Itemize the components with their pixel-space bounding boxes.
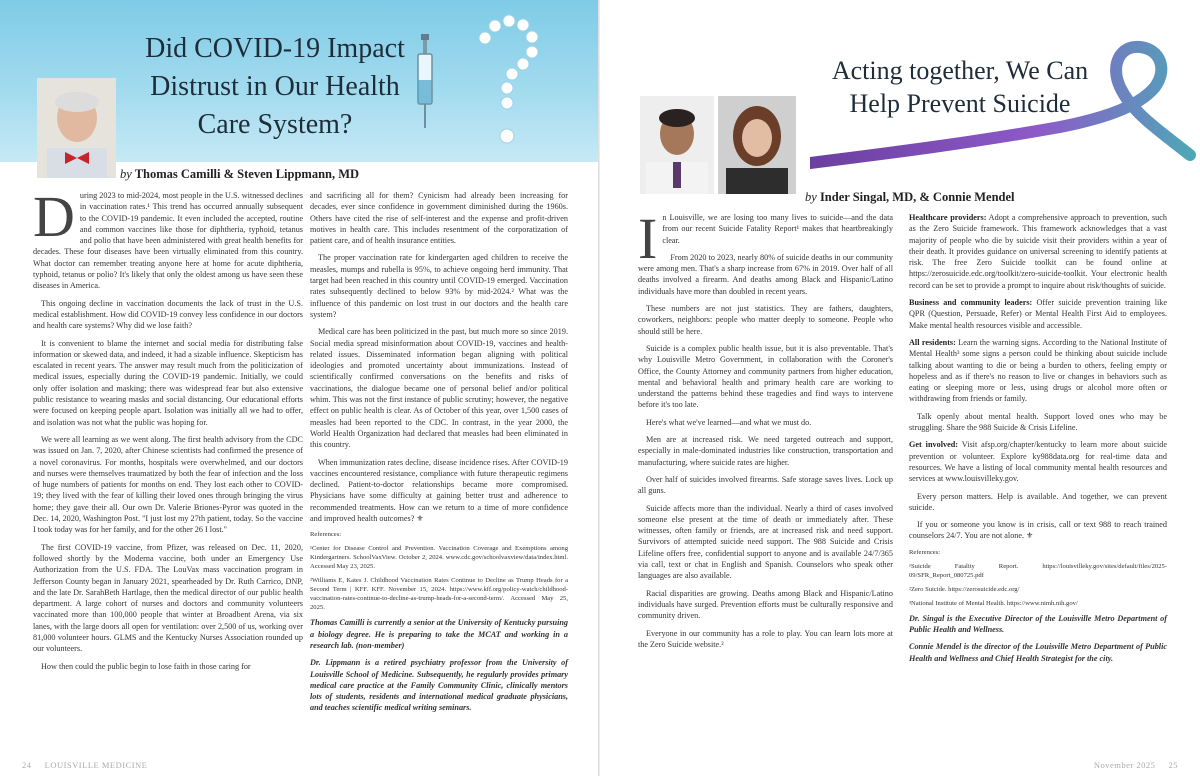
paragraph: This ongoing decline in vaccination documents the lack of trust in the U.S. medical establishment. How did COVID-19 convey less confidence in our doctors and health care systems? Why did we lose faith? [33,298,303,331]
title-line: Help Prevent Suicide [849,89,1071,118]
left-footer [22,760,147,770]
paragraph-text: Adopt a comprehensive approach to prevention, such as the Zero Suicide framework. This framework acknowledges that a vast majority of people who die by suicide visit their providers within a year of their death. It provides guidance on universal screening to identify patients at risk. The free Zero Suicide toolkit can be found online at https://zerosuicide.edc.org/toolkit/zero-suicide-toolkit. Your electronic health record can be set to provide a prompt to inquire about risk/thoughts of suicide. [909,213,1167,290]
issue-date: November 2025 [1093,760,1156,770]
paragraph: Men are at increased risk. We need targeted outreach and support, especially in male-dominated industries like construction, transportation and manufacturing, where suicide rates are higher. [638,435,893,467]
reference-item: ²Williams E, Kates J. Childhood Vaccination Rates Continue to Decline as Trump Heads for a Second Term | KFF. KFF. November 15, 2024. https://www.kff.org/policy-watch/childhood-vaccination-rates-continue-to-decline-as-trump-heads-for-a-second-term/. Accessed May 25, 2025. [310,577,568,612]
paragraph-lead: Healthcare providers: [909,213,987,222]
left-column-2 [310,190,568,720]
paragraph-text: Offer suicide prevention training like QPR (Question, Persuade, Refer) or Mental Health First Aid to employees. Make mental health resources visible and accessible. [909,298,1167,330]
paragraph-text: Talk openly about mental health. Support loved ones who may be struggling. Share the 988 Suicide & Crisis Lifeline. [909,411,1167,433]
paragraph: and sacrificing all for them? Cynicism had already been increasing for decades, ever since confidence in government diminished during the 1960s. Others have cited the rise of self-interest and the expense and profit-driven motives in health care. This includes resentment of the corporatization of patient care, and of health insurance entities. [310,191,568,246]
paragraph-lead: All residents: [909,337,956,347]
portrait-man-icon [640,96,714,194]
paragraph-lead: Business and community leaders: [909,298,1033,308]
paragraph: How then could the public begin to lose faith in those caring for [41,661,251,671]
left-column-1 [33,184,303,678]
right-page [600,0,1200,776]
page-number: 25 [1168,760,1178,770]
paragraph-text: Every person matters. Help is available. And together, we can prevent suicide. [909,491,1167,512]
paragraph: Racial disparities are growing. Deaths among Black and Hispanic/Latino individuals have surged. Prevention efforts must be culturally responsive and community driven. [638,588,893,621]
paragraph: It is convenient to blame the internet and social media for distributing false information or skewed data, and indeed, it had a sizable influence. Skepticism has escalated in recent years. The answer may result much from the politicization of medical issues, especially during the COVID-19 pandemic. Initially, we could only offer isolation and masking; there was widespread fear but also extensive public resistance to wearing masks and social distancing. Our educational efforts were focused on keeping people apart. Isolation was initially all we had to offer, and isolation was not what the public was hoping for. [33,338,303,427]
drop-cap: D [33,184,75,249]
question-mark-pills-icon [460,8,550,158]
portrait-woman-icon [718,96,796,194]
paragraph-lead: Get involved: [909,440,958,450]
paragraph: We were all learning as we went along. The first health advisory from the CDC was issued on Jan. 7, 2020, after Chinese scientists had confirmed the presence of a novel coronavirus. For months, hospitals were overwhelmed, and our doctors and nurses were themselves traumatized by both the fear of infection and the loss of huge numbers of patients for months on end. They lost each other to COVID-19; they lived with the fear of killing their loved ones through bringing the virus home; they gave their all. Our own Dr. Valerie Briones-Pyror was quoted in the Dec. 14, 2020, Washington Post. "I just lost my 27th patient, today. So the vaccine I took today was for her family, and for the other 26 I lost." [33,434,303,535]
paragraph [909,411,1167,434]
title-line: Distrust in Our Health [150,71,400,102]
page-number: 24 [22,760,32,770]
paragraph: Everyone in our community has a role to play. You can learn lots more at the Zero Suicide website.² [638,628,893,649]
paragraph [909,519,1167,542]
paragraph [909,439,1167,484]
paragraph [909,337,1167,405]
right-footer [1094,760,1178,770]
paragraph [909,297,1167,331]
paragraph [33,184,303,292]
paragraph-text: If you or someone you know is in crisis, call or text 988 to reach trained counselors 24/7. You are not alone. ⚜ [909,520,1167,541]
author-photo-singal [640,96,714,194]
paragraph: Suicide affects more than the individual. Nearly a third of cases involved someone else present at the time of death or immediately after. These witnesses, often family or friends, are at increased risk and need support. Survivors of attempted suicide need support. The 988 Suicide and Crisis Lifeline offers free, confidential support to anyone and is available 24/7/365 via call, text or chat in English and Spanish. Counselors who speak other languages are also available. [638,503,893,581]
reference-item: ¹Center for Disease Control and Prevention. Vaccination Coverage and Exemptions among Kindergartners. SchoolVaxView. October 2, 2024. www.cdc.gov/schoolvaxview/data/index.html. Accessed May 23, 2025. [310,545,568,571]
portrait-man-icon [37,78,116,178]
paragraph-text: Learn the warning signs. According to the National Institute of Mental Health³ some signs a person could be thinking about suicide include talking about wanting to die or being a burden to others, feeling empty or hopeless and as if there's no reason to live or changes in behaviors such as eating or sleeping more or less, using drugs or alcohol more often or withdrawing from friends or family. [909,337,1167,404]
paragraph-text: n Louisville, we are losing too many lives to suicide—and the data from our recent Suicide Fatality Report¹ makes that heartbreakingly clear. [662,213,893,245]
paragraph [909,491,1167,514]
author-photo-mendel [718,96,796,194]
title-line: Acting together, We Can [831,56,1089,85]
byline-authors: Inder Singal, MD, & Connie Mendel [819,190,1015,204]
title-line: Care System? [197,109,353,140]
author-bio: Thomas Camilli is currently a senior at the University of Kentucky pursuing a biology degree. He is preparing to take the MCAT and working in a research lab. (non-member) [310,618,568,650]
author-photo-camilli [37,78,116,178]
publication-name: LOUISVILLE MEDICINE [44,760,148,770]
paragraph-text: uring 2023 to mid-2024, most people in the U.S. witnessed declines in vaccination rates.¹ This trend has occurred annually subsequent to the COVID-19 pandemic. It even included the accepted, routine and common vaccines like those for diphtheria, typhoid, tetanus and polio that have been administered with great health benefits for decades. These four diseases have been virtually eliminated from this country. What doctor can remember treating anyone here at home for acute diphtheria, typhoid, tetanus or polio? It's likely that only the oldest among us have seen these diseases in America. [33,191,303,291]
left-article-title [120,30,430,144]
paragraph-text: Visit afsp.org/chapter/kentucky to learn more about suicide prevention or volunteer. Explore ky988data.org for real-time data and resources. We have a listing of local community mental health resources and services at www.louisvilleky.gov. [909,440,1167,484]
reference-item: ²Zero Suicide. https://zerosuicide.edc.org/ [909,585,1020,593]
author-bio: Connie Mendel is the director of the Louisville Metro Department of Public Health and Wellness and Chief Health Strategist for the city. [909,642,1167,663]
title-line: Did COVID-19 Impact [145,33,405,64]
paragraph: From 2020 to 2023, nearly 80% of suicide deaths in our community were among men. That's a sharp increase from 67% in 2019. Over half of all deaths involved a firearm. And deaths among Black and Hispanic/Latino individuals have more than doubled in recent years. [638,252,893,296]
reference-item: ¹Suicide Fatality Report. https://louisvilleky.gov/sites/default/files/2025-09/SFR_Report_080725.pdf [909,562,1167,579]
author-bio: Dr. Singal is the Executive Director of the Louisville Metro Department of Public Health and Wellness. [909,613,1167,635]
right-column-1 [638,206,893,656]
byline-authors: Thomas Camilli & Steven Lippmann, MD [134,167,360,181]
left-byline [120,167,359,182]
paragraph: The proper vaccination rate for kindergarten aged children to receive the measles, mumps and rubella is 95%, to achieve ongoing herd immunity. That target had been reached in this country until COVID-19 emerged. Vaccination rates subsequently declined to below 93% by mid-2024.² What was the influence of this pandemic on lost trust in our doctors and the health care system? [310,253,568,319]
paragraph: These numbers are not just statistics. They are fathers, daughters, coworkers, neighbors: people who matter deeply to someone. People who should still be here. [638,304,893,336]
drop-cap: I [638,206,658,271]
byline-prefix: by [805,190,817,204]
paragraph: Suicide is a complex public health issue, but it is also preventable. That's why Louisville Metro Government, in collaboration with the Coroner's Office, the County Attorney and community partners from higher education, mental and behavioral health and primary health care are working to understand the patterns behind these tragedies and find ways to intervene before it's too late. [638,343,893,410]
right-article-title [800,54,1120,120]
paragraph: The first COVID-19 vaccine, from Pfizer, was released on Dec. 11, 2020, followed shortly by the Moderna vaccine, both under an Emergency Use Authorization from the U.S. FDA. The LouVax mass vaccination program in Jefferson County began in January 2021, spearheaded by Dr. Ruth Carrico, DNP, and the late Dr. SarahBeth Hartlage, then the medical director of our public health department. A large cohort of nurses and doctors and community volunteers vaccinated more than 100,000 people that winter at Broadbent Arena, via six lanes, with the large doors all open for ventilation: over 2,500 of us, working over 81,000 volunteer hours. GLMS and the Kentucky Nurses Association rounded up our volunteers. [33,542,303,654]
paragraph [909,212,1167,291]
paragraph: Here's what we've learned—and what we must do. [646,417,812,427]
paragraph: When immunization rates decline, disease incidence rises. After COVID-19 vaccines encountered resistance, compliance with future therapeutic regimens declined. Patient-to-doctor relationships became more compromised. Physicians have some difficulty at gaining better trust and adherence to recommended treatments. How can we return to a time of more confidence and improved health outcomes? ⚜ [310,457,568,524]
byline-prefix: by [120,167,132,181]
references-label: References: [909,548,941,556]
references-label: References: [310,531,342,539]
reference-item: ³National Institute of Mental Health. https://www.nimh.nih.gov/ [909,599,1078,607]
right-column-2 [909,212,1167,670]
right-byline [805,190,1015,205]
author-bio: Dr. Lippmann is a retired psychiatry professor from the University of Louisville School of Medicine. Subsequently, he regularly provides primary medical care practice at the Family Community Clinic, clinically mentors lots of students, residents and international medical graduate physicians, and teaches scientific medical writing seminars. [310,658,568,713]
paragraph: Over half of suicides involved firearms. Safe storage saves lives. Lock up all guns. [638,474,893,496]
paragraph: Medical care has been politicized in the past, but much more so since 2019. Social media spread misinformation about COVID-19, vaccines and health-related issues. Disseminated information began aligning with political ideologies and promoted uncertainty about immunizations. Instead of scientifically confirmed conversations on the benefits and risks of vaccinations, the dialogue became one of personal belief and/or political whim. This was not the first instance of public scrutiny; however, the negative effect on public health is clear. As of October of this year, over 1,500 cases of measles had been reported to the CDC. In contrast, in the year 2000, the World Health Organization had declared that measles had been eliminated in this country. [310,327,568,450]
paragraph [638,206,893,271]
